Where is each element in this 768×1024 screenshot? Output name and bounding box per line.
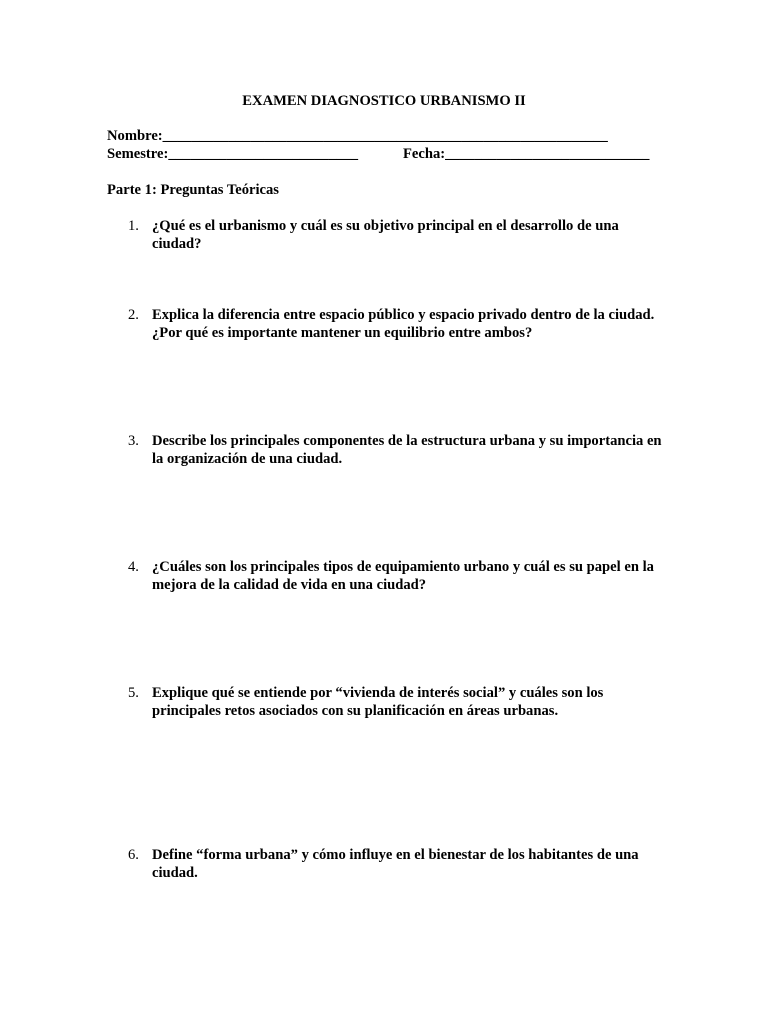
question-item <box>107 217 667 253</box>
question-item <box>107 306 667 342</box>
question-text: ¿Cuáles son los principales tipos de equipamiento urbano y cuál es su papel en la mejora de la calidad de vida en una ciudad? <box>152 559 654 593</box>
question-text: Explique qué se entiende por “vivienda de interés social” y cuáles son los principales retos asociados con su planificación en áreas urbanas. <box>152 685 604 719</box>
fecha-label: Fecha:____________________________ <box>403 146 650 162</box>
nombre-field[interactable] <box>107 127 608 145</box>
question-item <box>107 684 667 720</box>
document-title: EXAMEN DIAGNOSTICO URBANISMO II <box>242 93 526 109</box>
question-text: Describe los principales componentes de la estructura urbana y su importancia en la organización de una ciudad. <box>152 433 662 467</box>
question-number: 5. <box>128 685 139 701</box>
question-text: Explica la diferencia entre espacio público y espacio privado dentro de la ciudad. ¿Por qué es importante mantener un equilibrio entre ambos? <box>152 307 655 341</box>
question-number: 6. <box>128 847 139 863</box>
question-number: 1. <box>128 218 139 234</box>
question-text: Define “forma urbana” y cómo influye en el bienestar de los habitantes de una ciudad. <box>152 847 639 881</box>
question-number: 2. <box>128 307 139 323</box>
question-number: 4. <box>128 559 139 575</box>
question-number: 3. <box>128 433 139 449</box>
question-item <box>107 846 667 882</box>
question-item <box>107 432 667 468</box>
question-text: ¿Qué es el urbanismo y cuál es su objetivo principal en el desarrollo de una ciudad? <box>152 218 619 252</box>
semestre-field[interactable] <box>107 145 358 163</box>
nombre-label: Nombre:_____________________________________________________________ <box>107 128 608 144</box>
question-item <box>107 558 667 594</box>
semestre-label: Semestre:__________________________ <box>107 146 359 162</box>
fecha-field[interactable] <box>403 145 649 163</box>
section-title: Parte 1: Preguntas Teóricas <box>107 182 279 198</box>
